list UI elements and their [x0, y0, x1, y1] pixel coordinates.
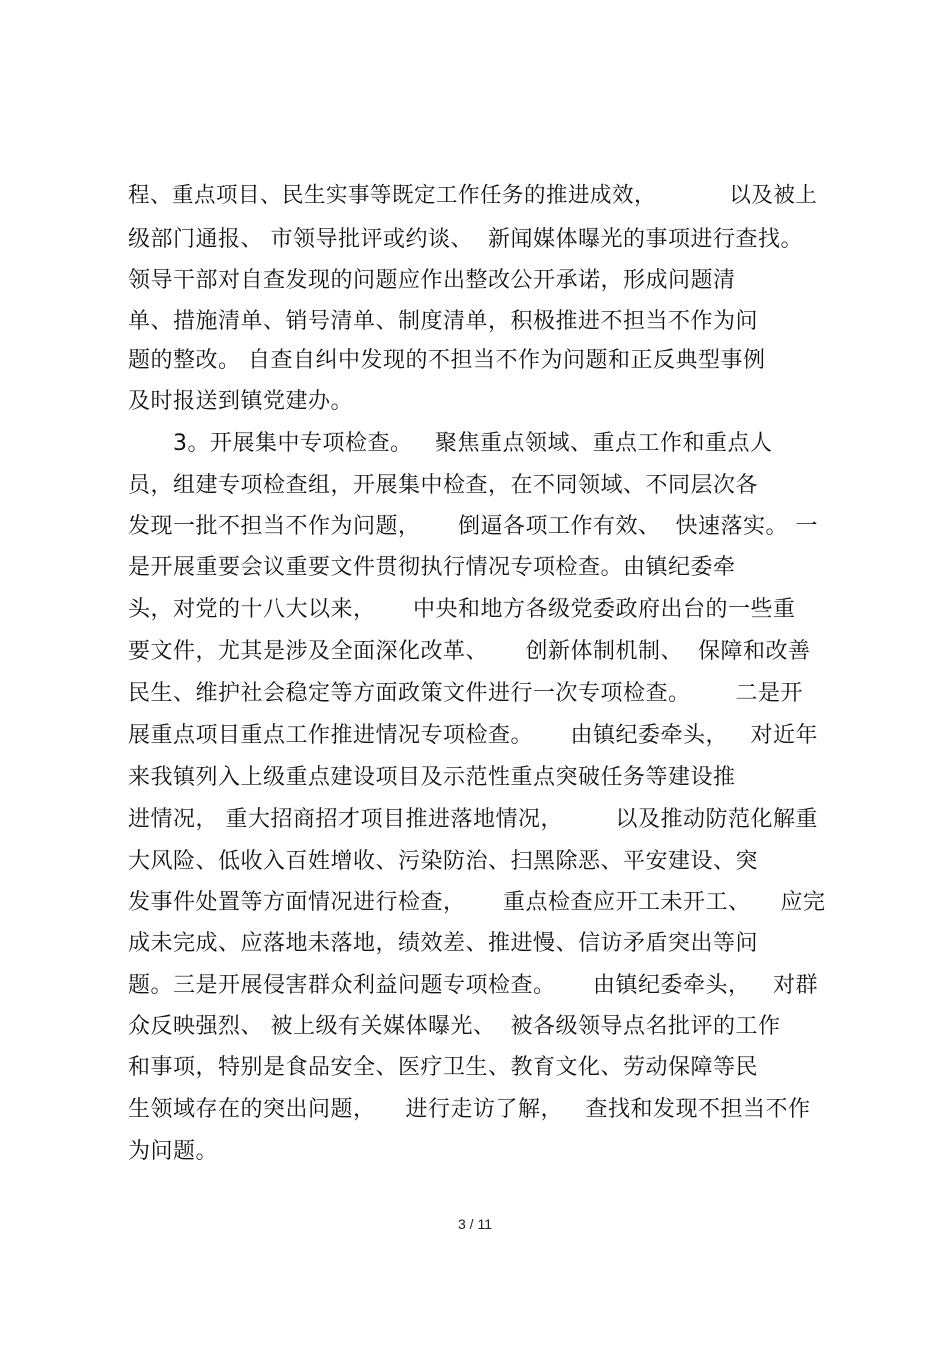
text-line: 为问题。 [128, 1139, 219, 1164]
text-line: 生领域存在的突出问题， 进行走访了解， 查找和发现不担当不作 [128, 1097, 811, 1122]
text-line: 民生、维护社会稳定等方面政策文件进行一次专项检查。 二是开 [128, 681, 803, 706]
text-line: 3。开展集中专项检查。 聚焦重点领域、重点工作和重点人 [173, 431, 773, 456]
text-line: 题。三是开展侵害群众利益问题专项检查。 由镇纪委牵头， 对群 [128, 973, 818, 998]
text-line: 展重点项目重点工作推进情况专项检查。 由镇纪委牵头， 对近年 [128, 723, 818, 748]
text-line: 众反映强烈、 被上级有关媒体曝光、 被各级领导点名批评的工作 [128, 1014, 781, 1039]
text-line: 要文件，尤其是涉及全面深化改革、 创新体制机制、 保障和改善 [128, 639, 811, 664]
text-line: 领导干部对自查发现的问题应作出整改公开承诺，形成问题清 [128, 268, 736, 293]
text-line: 员，组建专项检查组，开展集中检查，在不同领域、不同层次各 [128, 473, 759, 498]
text-line: 进情况， 重大招商招才项目推进落地情况， 以及推动防范化解重 [128, 807, 818, 832]
text-line: 来我镇列入上级重点建设项目及示范性重点突破任务等建设推 [128, 765, 736, 790]
page-number: 3 / 11 [458, 1216, 492, 1232]
text-line: 程、重点项目、民生实事等既定工作任务的推进成效， 以及被上 [128, 183, 818, 208]
text-line: 成未完成、应落地未落地，绩效差、推进慢、信访矛盾突出等问 [128, 931, 759, 956]
text-line: 大风险、低收入百姓增收、污染防治、扫黑除恶、平安建设、突 [128, 849, 759, 874]
text-line: 单、措施清单、销号清单、制度清单，积极推进不担当不作为问 [128, 309, 759, 334]
text-line: 头，对党的十八大以来， 中央和地方各级党委政府出台的一些重 [128, 597, 796, 622]
text-line: 和事项，特别是食品安全、医疗卫生、教育文化、劳动保障等民 [128, 1055, 759, 1080]
text-line: 发事件处置等方面情况进行检查， 重点检查应开工未开工、 应完 [128, 890, 826, 915]
text-line: 是开展重要会议重要文件贯彻执行情况专项检查。由镇纪委牵 [128, 555, 736, 580]
text-line: 及时报送到镇党建办。 [128, 389, 354, 414]
text-line: 级部门通报、 市领导批评或约谈、 新闻媒体曝光的事项进行查找。 [128, 227, 803, 252]
text-line: 题的整改。 自查自纠中发现的不担当不作为问题和正反典型事例 [128, 348, 766, 373]
text-line: 发现一批不担当不作为问题， 倒逼各项工作有效、 快速落实。 一 [128, 514, 818, 539]
